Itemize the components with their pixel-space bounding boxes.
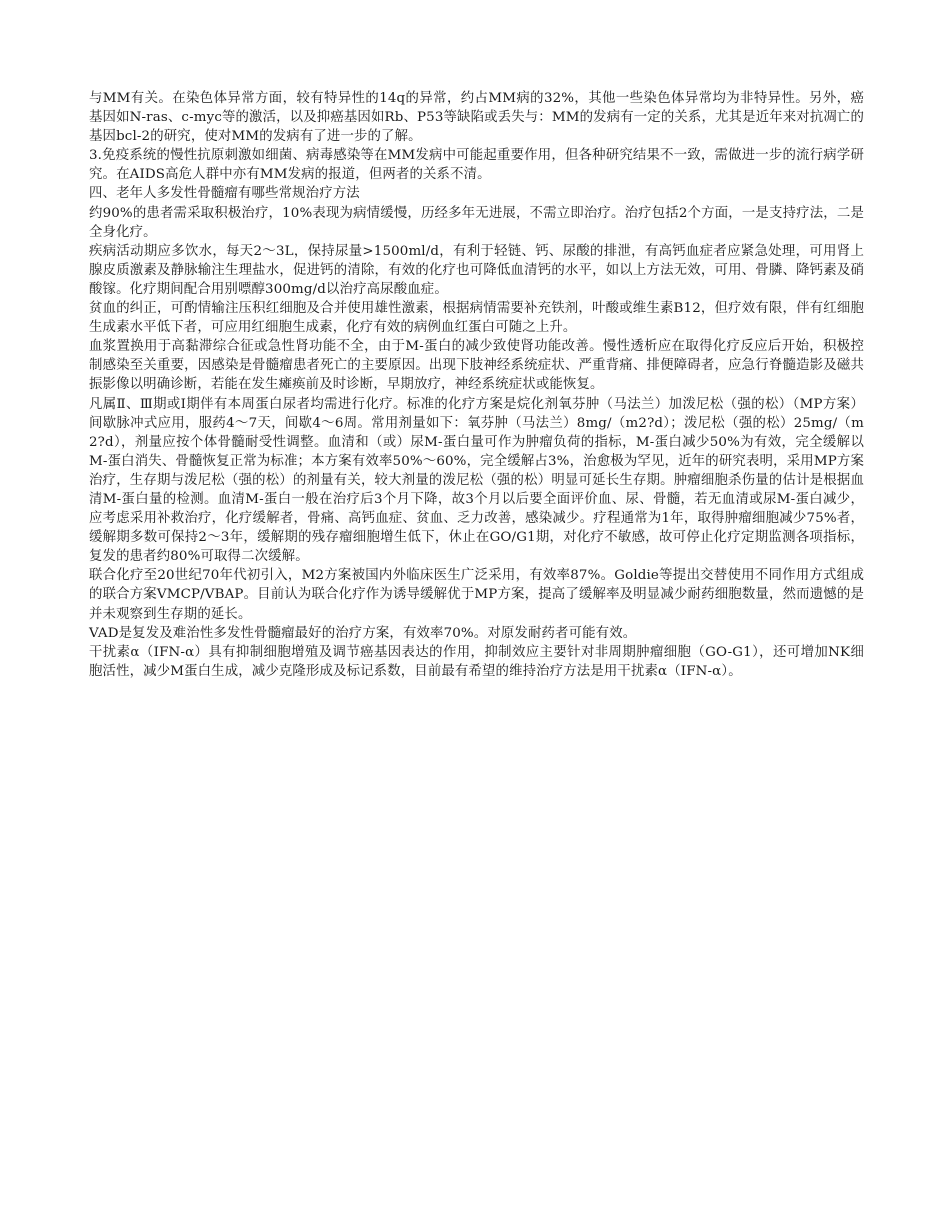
paragraph-mm-genetics: 与MM有关。在染色体异常方面，较有特异性的14q的异常，约占MM病的32%，其他一些染色体异常均为非特异性。另外，癌基因如N-ras、c-myc等的激活，以及抑癌基因如Rb、P53等缺陷或丢失与：MM的发病有一定的关系，尤其是近年来对抗凋亡的基因bcl-2的研究，使对MM的发病有了进一步的了解。 bbox=[89, 91, 864, 145]
section-heading-treatment: 四、老年人多发性骨髓瘤有哪些常规治疗方法 bbox=[89, 186, 360, 202]
paragraph-mp-chemotherapy: 凡属Ⅱ、Ⅲ期或Ⅰ期伴有本周蛋白尿者均需进行化疗。标准的化疗方案是烷化剂氧芬肿（马法兰）加泼尼松（强的松）（MP方案）间歇脉冲式应用，服药4～7天，间歇4～6周。常用剂量如下：氧芬肿（马法兰）8mg/（m2?d）；泼尼松（强的松）25mg/（m2?d），剂量应按个体骨髓耐受性调整。血清和（或）尿M-蛋白量可作为肿瘤负荷的指标，M-蛋白减少50%为有效，完全缓解以M-蛋白消失、骨髓恢复正常为标准；本方案有效率50%～60%，完全缓解占3%，治愈极为罕见，近年的研究表明，采用MP方案治疗，生存期与泼尼松（强的松）的剂量有关，较大剂量的泼尼松（强的松）明显可延长生存期。肿瘤细胞杀伤量的估计是根据血清M-蛋白量的检测。血清M-蛋白一般在治疗后3个月下降，故3个月以后要全面评价血、尿、骨髓，若无血清或尿M-蛋白减少，应考虑采用补救治疗，化疗缓解者，骨痛、高钙血症、贫血、乏力改善，感染减少。疗程通常为1年，取得肿瘤细胞减少75%者，缓解期多数可保持2～3年，缓解期的残存瘤细胞增生低下，休止在GO/G1期，对化疗不敏感，故可停止化疗定期监测各项指标，复发的患者约80%可取得二次缓解。 bbox=[89, 396, 864, 565]
document-body bbox=[89, 89, 864, 681]
paragraph-treatment-overview: 约90%的患者需采取积极治疗，10%表现为病情缓慢，历经多年无进展，不需立即治疗。治疗包括2个方面，一是支持疗法，二是全身化疗。 bbox=[89, 205, 864, 240]
paragraph-combination-chemotherapy: 联合化疗至20世纪70年代初引入，M2方案被国内外临床医生广泛采用，有效率87%。Goldie等提出交替使用不同作用方式组成的联合方案VMCP/VBAP。目前认为联合化疗作为诱导缓解优于MP方案，提高了缓解率及明显减少耐药细胞数量，然而遗憾的是并未观察到生存期的延长。 bbox=[89, 568, 864, 622]
paragraph-interferon: 干扰素α（IFN-α）具有抑制细胞增殖及调节癌基因表达的作用，抑制效应主要针对非周期肿瘤细胞（GO-G1），还可增加NK细胞活性，减少M蛋白生成，减少克隆形成及标记系数，目前最有希望的维持治疗方法是用干扰素α（IFN-α）。 bbox=[89, 644, 864, 679]
paragraph-plasma-exchange: 血浆置换用于高黏滞综合征或急性肾功能不全，由于M-蛋白的减少致使肾功能改善。慢性透析应在取得化疗反应后开始，积极控制感染至关重要，因感染是骨髓瘤患者死亡的主要原因。出现下肢神经系统症状、严重背痛、排便障碍者，应急行脊髓造影及磁共振影像以明确诊断，若能在发生瘫痪前及时诊断，早期放疗，神经系统症状或能恢复。 bbox=[89, 339, 864, 393]
paragraph-immune-system: 3.免疫系统的慢性抗原刺激如细菌、病毒感染等在MM发病中可能起重要作用，但各种研究结果不一致，需做进一步的流行病学研究。在AIDS高危人群中亦有MM发病的报道，但两者的关系不清。 bbox=[89, 148, 864, 183]
paragraph-anemia-correction: 贫血的纠正，可酌情输注压积红细胞及合并使用雄性激素，根据病情需要补充铁剂，叶酸或维生素B12，但疗效有限，伴有红细胞生成素水平低下者，可应用红细胞生成素，化疗有效的病例血红蛋白可随之上升。 bbox=[89, 301, 864, 336]
paragraph-hydration-hypercalcemia: 疾病活动期应多饮水，每天2～3L，保持尿量>1500ml/d，有利于轻链、钙、尿酸的排泄，有高钙血症者应紧急处理，可用肾上腺皮质激素及静脉输注生理盐水，促进钙的清除，有效的化疗也可降低血清钙的水平，如以上方法无效，可用、骨膦、降钙素及硝酸镓。化疗期间配合用别嘌醇300mg/d以治疗高尿酸血症。 bbox=[89, 243, 864, 297]
paragraph-vad-regimen: VAD是复发及难治性多发性骨髓瘤最好的治疗方案，有效率70%。对原发耐药者可能有效。 bbox=[89, 625, 637, 641]
